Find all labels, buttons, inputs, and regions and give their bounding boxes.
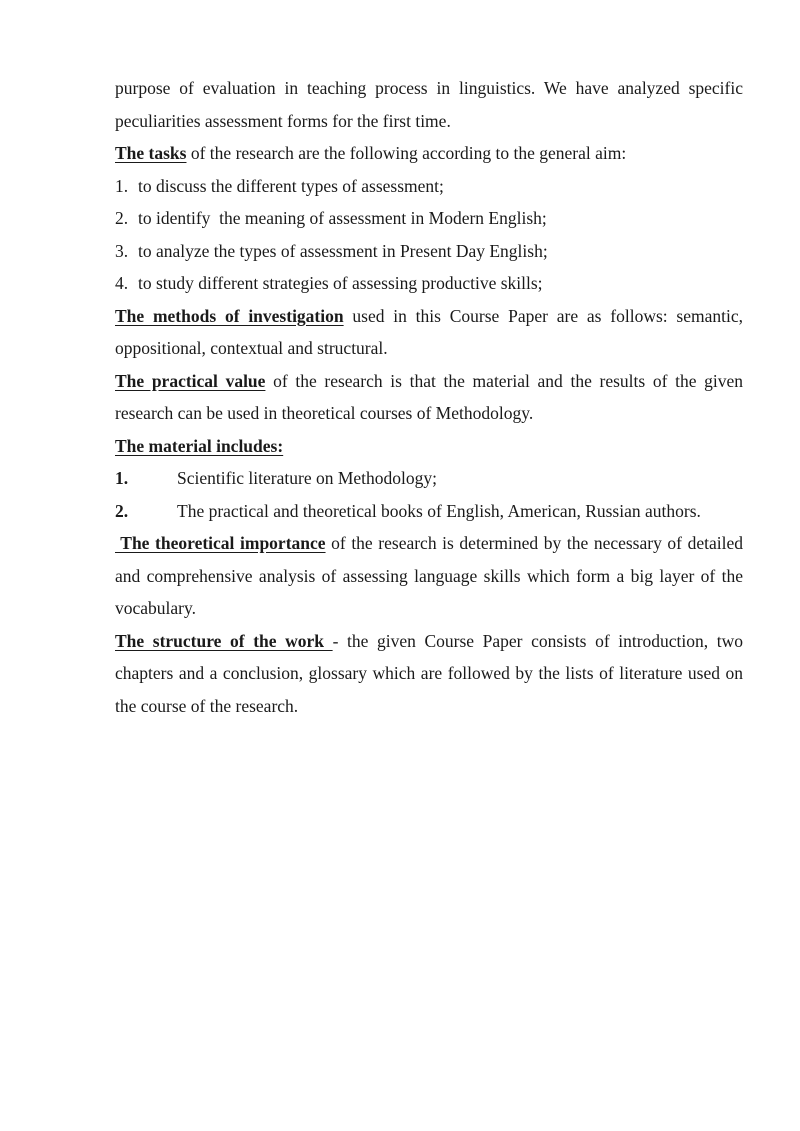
tasks-text: of the research are the following according to the general aim: [186, 143, 627, 163]
list-item [115, 495, 743, 528]
list-item [115, 267, 743, 300]
list-item-number: 1. [115, 175, 129, 196]
material-heading: The material includes: [115, 435, 284, 456]
list-item-text: to identify the meaning of assessment in Modern English; [138, 208, 547, 228]
list-item [115, 462, 743, 495]
structure-text: - the given Course Paper consists of introduction, two chapters and a conclusion, glossary which are followed by the lists of literature used on the course of the research. [115, 630, 743, 716]
practical-value-paragraph [115, 365, 743, 430]
tasks-heading: The tasks [115, 143, 187, 163]
list-item-number: 4. [115, 273, 129, 293]
methods-text: used in this Course Paper are as follows: semantic, oppositional, contextual and structural. [115, 305, 743, 358]
material-paragraph [115, 430, 743, 463]
list-item [115, 170, 743, 203]
structure-paragraph [115, 625, 743, 723]
list-item-text: The practical and theoretical books of English, American, Russian authors. [177, 500, 701, 521]
list-item-number: 2. [115, 500, 129, 521]
methods-heading: The methods of investigation [115, 305, 344, 326]
material-list [115, 462, 743, 527]
list-item-number: 3. [115, 240, 129, 261]
methods-paragraph [115, 300, 743, 365]
list-item [115, 202, 743, 235]
document-page [115, 72, 743, 722]
practical-value-heading: The practical value [115, 370, 266, 391]
intro-paragraph [115, 72, 743, 137]
structure-heading: The structure of the work [115, 630, 333, 651]
list-item-number: 2. [115, 208, 129, 228]
list-item-text: to discuss the different types of assessment; [138, 175, 444, 196]
list-item [115, 235, 743, 268]
practical-value-text: of the research is that the material and the results of the given research can be used in theoretical courses of Methodology. [115, 370, 743, 423]
tasks-list [115, 170, 743, 300]
intro-text: purpose of evaluation in teaching process in linguistics. We have analyzed specific peculiarities assessment forms for the first time. [115, 78, 743, 131]
theoretical-importance-heading: The theoretical importance [115, 533, 326, 553]
list-item-text: Scientific literature on Methodology; [177, 468, 438, 488]
theoretical-importance-text: of the research is determined by the necessary of detailed and comprehensive analysis of assessing language skills which form a big layer of the vocabulary. [115, 533, 743, 618]
list-item-text: to analyze the types of assessment in Present Day English; [138, 240, 548, 261]
list-item-text: to study different strategies of assessing productive skills; [138, 273, 543, 293]
list-item-number: 1. [115, 468, 129, 488]
tasks-paragraph [115, 137, 743, 170]
theoretical-importance-paragraph [115, 527, 743, 625]
